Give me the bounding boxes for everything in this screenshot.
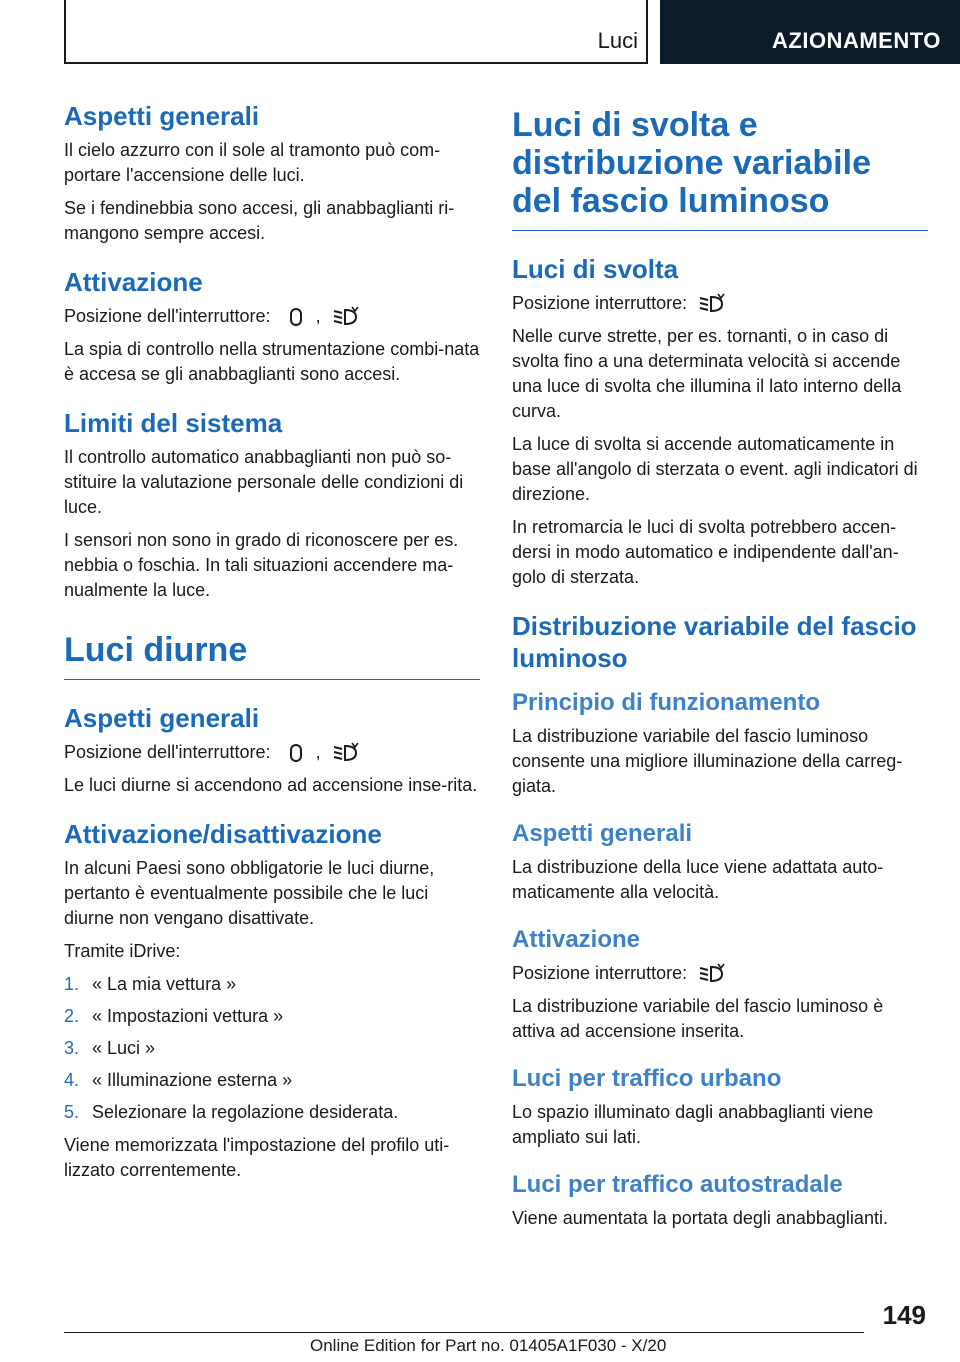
step-text: Selezionare la regolazione desiderata. [92,1102,399,1122]
header-chapter-tab [660,0,960,64]
paragraph: Nelle curve strette, per es. tornanti, o in caso di svolta fino a una determinata velocità si accende una luce di svolta che illumina il lato interno della curva. [512,326,902,421]
section-title: Luci di svolta [512,254,679,284]
auto-light-icon [282,306,310,328]
section-attivazione-disattivazione [64,818,480,1183]
paragraph: La spia di controllo nella strumentazione combi-nata è accesa se gli anabbaglianti sono accesi. [64,339,480,384]
subsection-title: Attivazione [512,926,641,953]
paragraph: Tramite iDrive: [64,941,181,961]
section-luci-di-svolta [512,253,928,590]
subsection-title: Luci per traffico autostradale [512,1171,843,1198]
paragraph: Il cielo azzurro con il sole al tramonto può com-portare l'accensione delle luci. [64,140,441,185]
chapter-divider [64,679,480,680]
switch-label: Posizione interruttore: [512,963,688,983]
right-column [512,100,928,1251]
separator: , [315,742,321,762]
paragraph: Le luci diurne si accendono ad accensione inse-rita. [64,775,478,795]
switch-position-line [64,304,480,329]
section-principio-di-funzionamento [512,688,928,799]
auto-light-icon [282,742,310,764]
footer-divider [64,1332,864,1333]
separator: , [315,306,321,326]
section-aspetti-generali [64,100,480,246]
list-item [64,1068,480,1093]
switch-label: Posizione dell'interruttore: [64,306,271,326]
step-number: 1. [64,974,80,994]
step-number: 4. [64,1070,80,1090]
idrive-steps-list [64,972,480,1125]
section-aspetti-generali-diurne [64,702,480,798]
switch-position-line [512,961,928,986]
chapter-divider [512,230,928,231]
section-distribuzione-variabile [512,610,928,674]
paragraph: La distribuzione variabile del fascio luminoso è attiva ad accensione inserita. [512,996,884,1041]
paragraph: In retromarcia le luci di svolta potrebbero accen-dersi in modo automatico e indipendente dall'an-golo di sterzata. [512,517,899,587]
header-chapter-label: AZIONAMENTO [772,28,941,53]
subsection-title: Luci per traffico urbano [512,1065,782,1092]
paragraph: Lo spazio illuminato dagli anabbaglianti viene ampliato sui lati. [512,1102,874,1147]
section-title: Attivazione [64,267,203,297]
switch-label: Posizione interruttore: [512,293,688,313]
paragraph: Viene aumentata la portata degli anabbaglianti. [512,1208,888,1228]
footer-edition: Online Edition for Part no. 01405A1F030 - X/20 [310,1336,667,1355]
section-attivazione-distribuzione [512,925,928,1044]
switch-position-line [64,740,480,765]
paragraph: In alcuni Paesi sono obbligatorie le luci diurne, pertanto è eventualmente possibile che le luci diurne non vengano disattivate. [64,858,435,928]
list-item [64,1036,480,1061]
left-column [64,100,480,1203]
section-aspetti-generali-distribuzione [512,819,928,905]
step-number: 5. [64,1102,80,1122]
section-luci-traffico-autostradale [512,1170,928,1231]
page-number: 149 [882,1300,926,1330]
paragraph: La distribuzione variabile del fascio luminoso consente una migliore illuminazione della carreg-giata. [512,726,903,796]
step-text: « Luci » [92,1038,156,1058]
paragraph: La luce di svolta si accende automaticamente in base all'angolo di sterzata o event. agli indicatori di direzione. [512,434,918,504]
paragraph: La distribuzione della luce viene adattata auto-maticamente alla velocità. [512,857,884,902]
subsection-title: Principio di funzionamento [512,689,820,716]
low-beam-icon [698,293,726,315]
section-attivazione [64,266,480,387]
paragraph: I sensori non sono in grado di riconoscere per es. nebbia o foschia. In tali situazioni accendere ma-nualmente la luce. [64,530,459,600]
low-beam-icon [332,742,360,764]
paragraph: Viene memorizzata l'impostazione del profilo uti-lizzato correntemente. [64,1135,450,1180]
low-beam-icon [332,306,360,328]
subsection-title: Aspetti generali [512,820,693,847]
list-item [64,1100,480,1125]
section-title: Attivazione/disattivazione [64,819,382,849]
section-title: Distribuzione variabile del fascio luminoso [512,611,917,673]
step-text: « Illuminazione esterna » [92,1070,293,1090]
step-text: « La mia vettura » [92,974,237,994]
step-text: « Impostazioni vettura » [92,1006,284,1026]
switch-label: Posizione dell'interruttore: [64,742,271,762]
step-number: 3. [64,1038,80,1058]
chapter-title-luci-diurne: Luci diurne [64,631,248,669]
list-item [64,972,480,997]
low-beam-icon [698,963,726,985]
list-item [64,1004,480,1029]
section-title: Limiti del sistema [64,408,283,438]
paragraph: Il controllo automatico anabbaglianti non può so-stituire la valutazione personale delle condizioni di luce. [64,447,464,517]
section-limiti-del-sistema [64,407,480,603]
chapter-title-luci-di-svolta: Luci di svolta e distribuzione variabile del fascio luminoso [512,106,871,220]
header-section-title: Luci [597,28,638,53]
header-frame [64,0,648,64]
section-title: Aspetti generali [64,703,260,733]
paragraph: Se i fendinebbia sono accesi, gli anabbaglianti ri-mangono sempre accesi. [64,198,455,243]
step-number: 2. [64,1006,80,1026]
section-title: Aspetti generali [64,101,260,131]
switch-position-line [512,291,928,316]
section-luci-traffico-urbano [512,1064,928,1150]
